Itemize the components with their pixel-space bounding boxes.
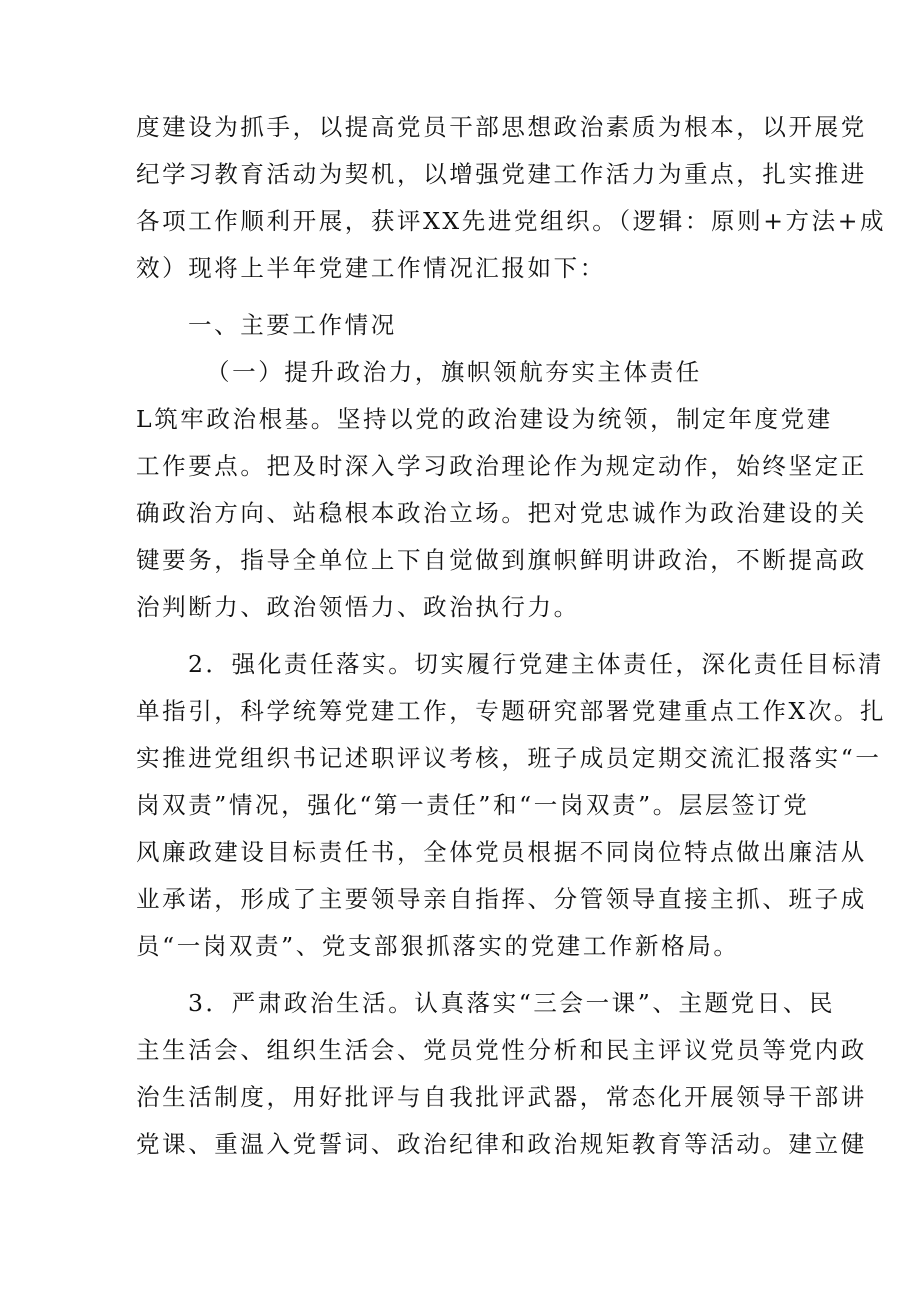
text-line: 确政治方向、站稳根本政治立场。把对党忠诚作为政治建设的关	[136, 499, 867, 527]
text-line: 单指引，科学统筹党建工作，专题研究部署党建重点工作X次。扎	[136, 697, 887, 725]
text-line: 2．强化责任落实。切实履行党建主体责任，深化责任目标清	[188, 650, 885, 678]
text-line: 党课、重温入党誓词、政治纪律和政治规矩教育等活动。建立健	[136, 1130, 867, 1158]
text-line: 键要务，指导全单位上下自觉做到旗帜鲜明讲政治，不断提高政	[136, 546, 867, 574]
text-line: 员“一岗双责”、党支部狠抓落实的党建工作新格局。	[136, 932, 740, 960]
text-line: 主生活会、组织生活会、党员党性分析和民主评议党员等党内政	[136, 1036, 867, 1064]
text-line: 3．严肃政治生活。认真落实“三会一课”、主题党日、民	[188, 989, 836, 1017]
text-line: 工作要点。把及时深入学习政治理论作为规定动作，始终坚定正	[136, 452, 867, 480]
text-line: 实推进党组织书记述职评议考核，班子成员定期交流汇报落实“一	[136, 744, 882, 772]
text-line: 业承诺，形成了主要领导亲自指挥、分管领导直接主抓、班子成	[136, 885, 867, 913]
paragraph-gap	[136, 631, 802, 641]
paragraph-gap	[136, 292, 802, 302]
text-line: 风廉政建设目标责任书，全体党员根据不同岗位特点做出廉洁从	[136, 838, 867, 866]
text-line: 各项工作顺利开展，获评XX先进党组织。（逻辑：原则+方法+成	[136, 207, 887, 235]
text-line: 岗双责”情况，强化“第一责任”和“一岗双责”。层层签订党	[136, 791, 810, 819]
text-line: 效）现将上半年党建工作情况汇报如下：	[136, 254, 606, 282]
paragraph-gap	[136, 970, 802, 980]
text-line: L筑牢政治根基。坚持以党的政治建设为统领，制定年度党建	[136, 405, 833, 433]
subsection-heading: （一）提升政治力，旗帜领航夯实主体责任	[206, 358, 702, 386]
section-heading: 一、主要工作情况	[188, 311, 397, 339]
text-line: 度建设为抓手，以提高党员干部思想政治素质为根本，以开展党	[136, 113, 867, 141]
text-line: 治判断力、政治领悟力、政治执行力。	[136, 593, 580, 621]
text-line: 治生活制度，用好批评与自我批评武器，常态化开展领导干部讲	[136, 1083, 867, 1111]
text-line: 纪学习教育活动为契机，以增强党建工作活力为重点，扎实推进	[136, 160, 867, 188]
